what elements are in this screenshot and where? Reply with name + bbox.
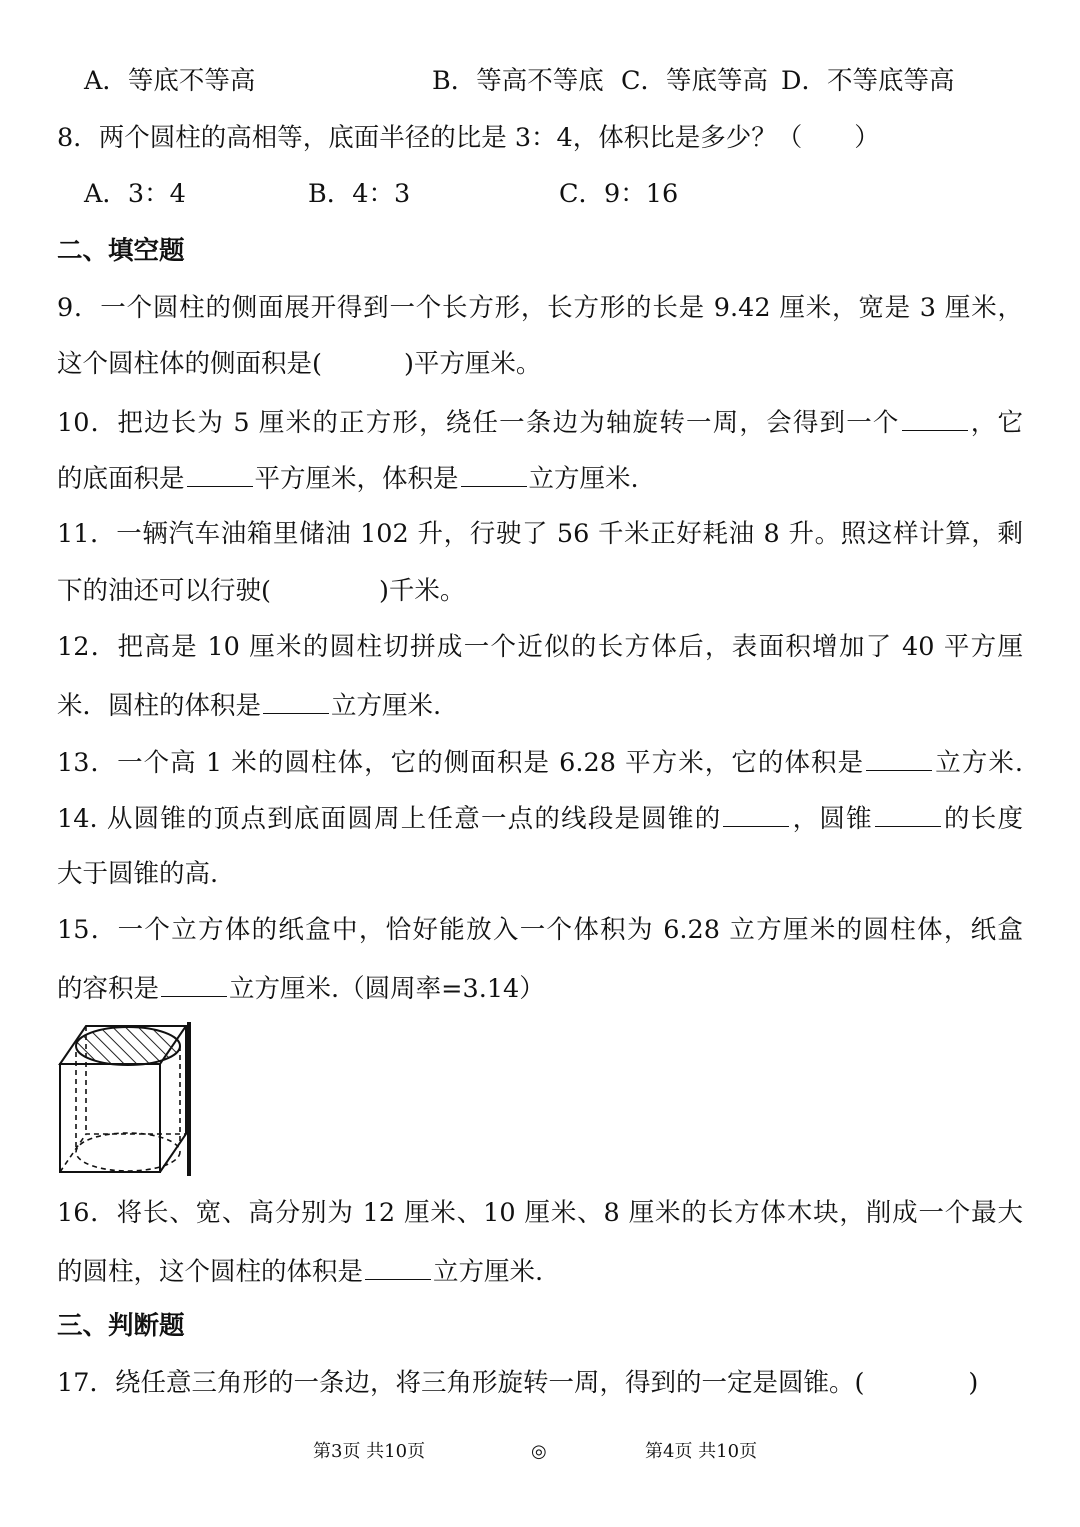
q13-text-a: 13．一个高 1 米的圆柱体，它的侧面积是 6.28 平方米，它的体积是 (57, 748, 865, 778)
q9-text-a: 这个圆柱体的侧面积是( (57, 349, 322, 379)
q8-text: 8．两个圆柱的高相等，底面半径的比是 3：4，体积比是多少？（ (57, 123, 803, 153)
q7-option-c: C．等底等高 (621, 66, 769, 96)
q16-blank[interactable] (365, 1253, 431, 1280)
q14-line2: 大于圆锥的高. (57, 859, 219, 889)
q15-text-b: 立方厘米.（圆周率=3.14） (229, 974, 545, 1004)
q8-option-b: B．4：3 (308, 179, 411, 209)
q11-text-b: )千米。 (378, 576, 466, 606)
q16-line2 (57, 1253, 543, 1287)
q7-option-a: A．等底不等高 (84, 66, 256, 96)
section-3-title: 三、判断题 (57, 1311, 185, 1341)
q10-line1 (57, 404, 1023, 438)
q10-text-c: 的底面积是 (57, 464, 185, 494)
q7-option-b: B．等高不等底 (432, 66, 604, 96)
q10-line2 (57, 460, 639, 494)
q10-blank-shape[interactable] (902, 404, 968, 431)
q11-line2 (57, 574, 465, 608)
q14-text-a: 14. 从圆锥的顶点到底面圆周上任意一点的线段是圆锥的 (57, 804, 722, 834)
q9-line1: 9．一个圆柱的侧面展开得到一个长方形，长方形的长是 9.42 厘米，宽是 3 厘米， (57, 293, 1023, 323)
q7-option-d: D．不等底等高 (781, 66, 955, 96)
q15-text-a: 的容积是 (57, 974, 160, 1004)
q14-blank-1[interactable] (723, 800, 789, 827)
q13-text-b: 立方米. (934, 748, 1023, 778)
q12-line1: 12．把高是 10 厘米的圆柱切拼成一个近似的长方体后，表面积增加了 40 平方厘 (57, 632, 1023, 662)
q10-text-a: 10．把边长为 5 厘米的正方形，绕任一条边为轴旋转一周，会得到一个 (57, 408, 900, 438)
question-8 (57, 121, 880, 155)
q10-blank-area[interactable] (187, 460, 253, 487)
q14-blank-2[interactable] (875, 800, 941, 827)
q14-text-c: 的长度 (942, 804, 1023, 834)
q8-close: ） (854, 123, 880, 153)
q12-text-a: 米．圆柱的体积是 (57, 691, 262, 721)
footer-page-right: 第4页 共10页 (645, 1441, 758, 1462)
q13-blank[interactable] (866, 744, 932, 771)
q13-line1 (57, 744, 1023, 778)
footer-center-mark: ◎ (531, 1441, 547, 1462)
q9-text-b: )平方厘米。 (403, 349, 542, 379)
q17-close: ) (968, 1368, 979, 1398)
q10-text-b: ，它 (969, 408, 1023, 438)
q16-text-b: 立方厘米. (433, 1257, 544, 1287)
q16-text-a: 的圆柱，这个圆柱的体积是 (57, 1257, 364, 1287)
question-17 (57, 1366, 978, 1400)
q14-text-b: ，圆锥 (791, 804, 873, 834)
q11-line1: 11．一辆汽车油箱里储油 102 升，行驶了 56 千米正好耗油 8 升。照这样计算，剩 (57, 519, 1023, 549)
q12-text-b: 立方厘米. (331, 691, 442, 721)
q14-line1 (57, 800, 1023, 834)
section-2-title: 二、填空题 (57, 236, 185, 266)
footer-page-left: 第3页 共10页 (313, 1441, 426, 1462)
q16-line1: 16．将长、宽、高分别为 12 厘米、10 厘米、8 厘米的长方体木块，削成一个最大 (57, 1198, 1023, 1228)
q8-option-a: A．3：4 (84, 179, 186, 209)
q10-text-d: 平方厘米，体积是 (254, 464, 459, 494)
q12-line2 (57, 687, 441, 721)
q11-text-a: 下的油还可以行驶( (57, 576, 271, 606)
q15-line2 (57, 970, 545, 1004)
q15-line1: 15．一个立方体的纸盒中，恰好能放入一个体积为 6.28 立方厘米的圆柱体，纸盒 (57, 915, 1023, 945)
q17-text: 17．绕任意三角形的一条边，将三角形旋转一周，得到的一定是圆锥。( (57, 1368, 865, 1398)
q15-blank[interactable] (161, 970, 227, 997)
q9-line2 (57, 347, 541, 381)
q12-blank[interactable] (263, 687, 329, 714)
cube-cylinder-figure (56, 1022, 196, 1180)
q10-blank-volume[interactable] (461, 460, 527, 487)
q10-text-e: 立方厘米. (528, 464, 639, 494)
q8-option-c: C．9：16 (559, 179, 679, 209)
